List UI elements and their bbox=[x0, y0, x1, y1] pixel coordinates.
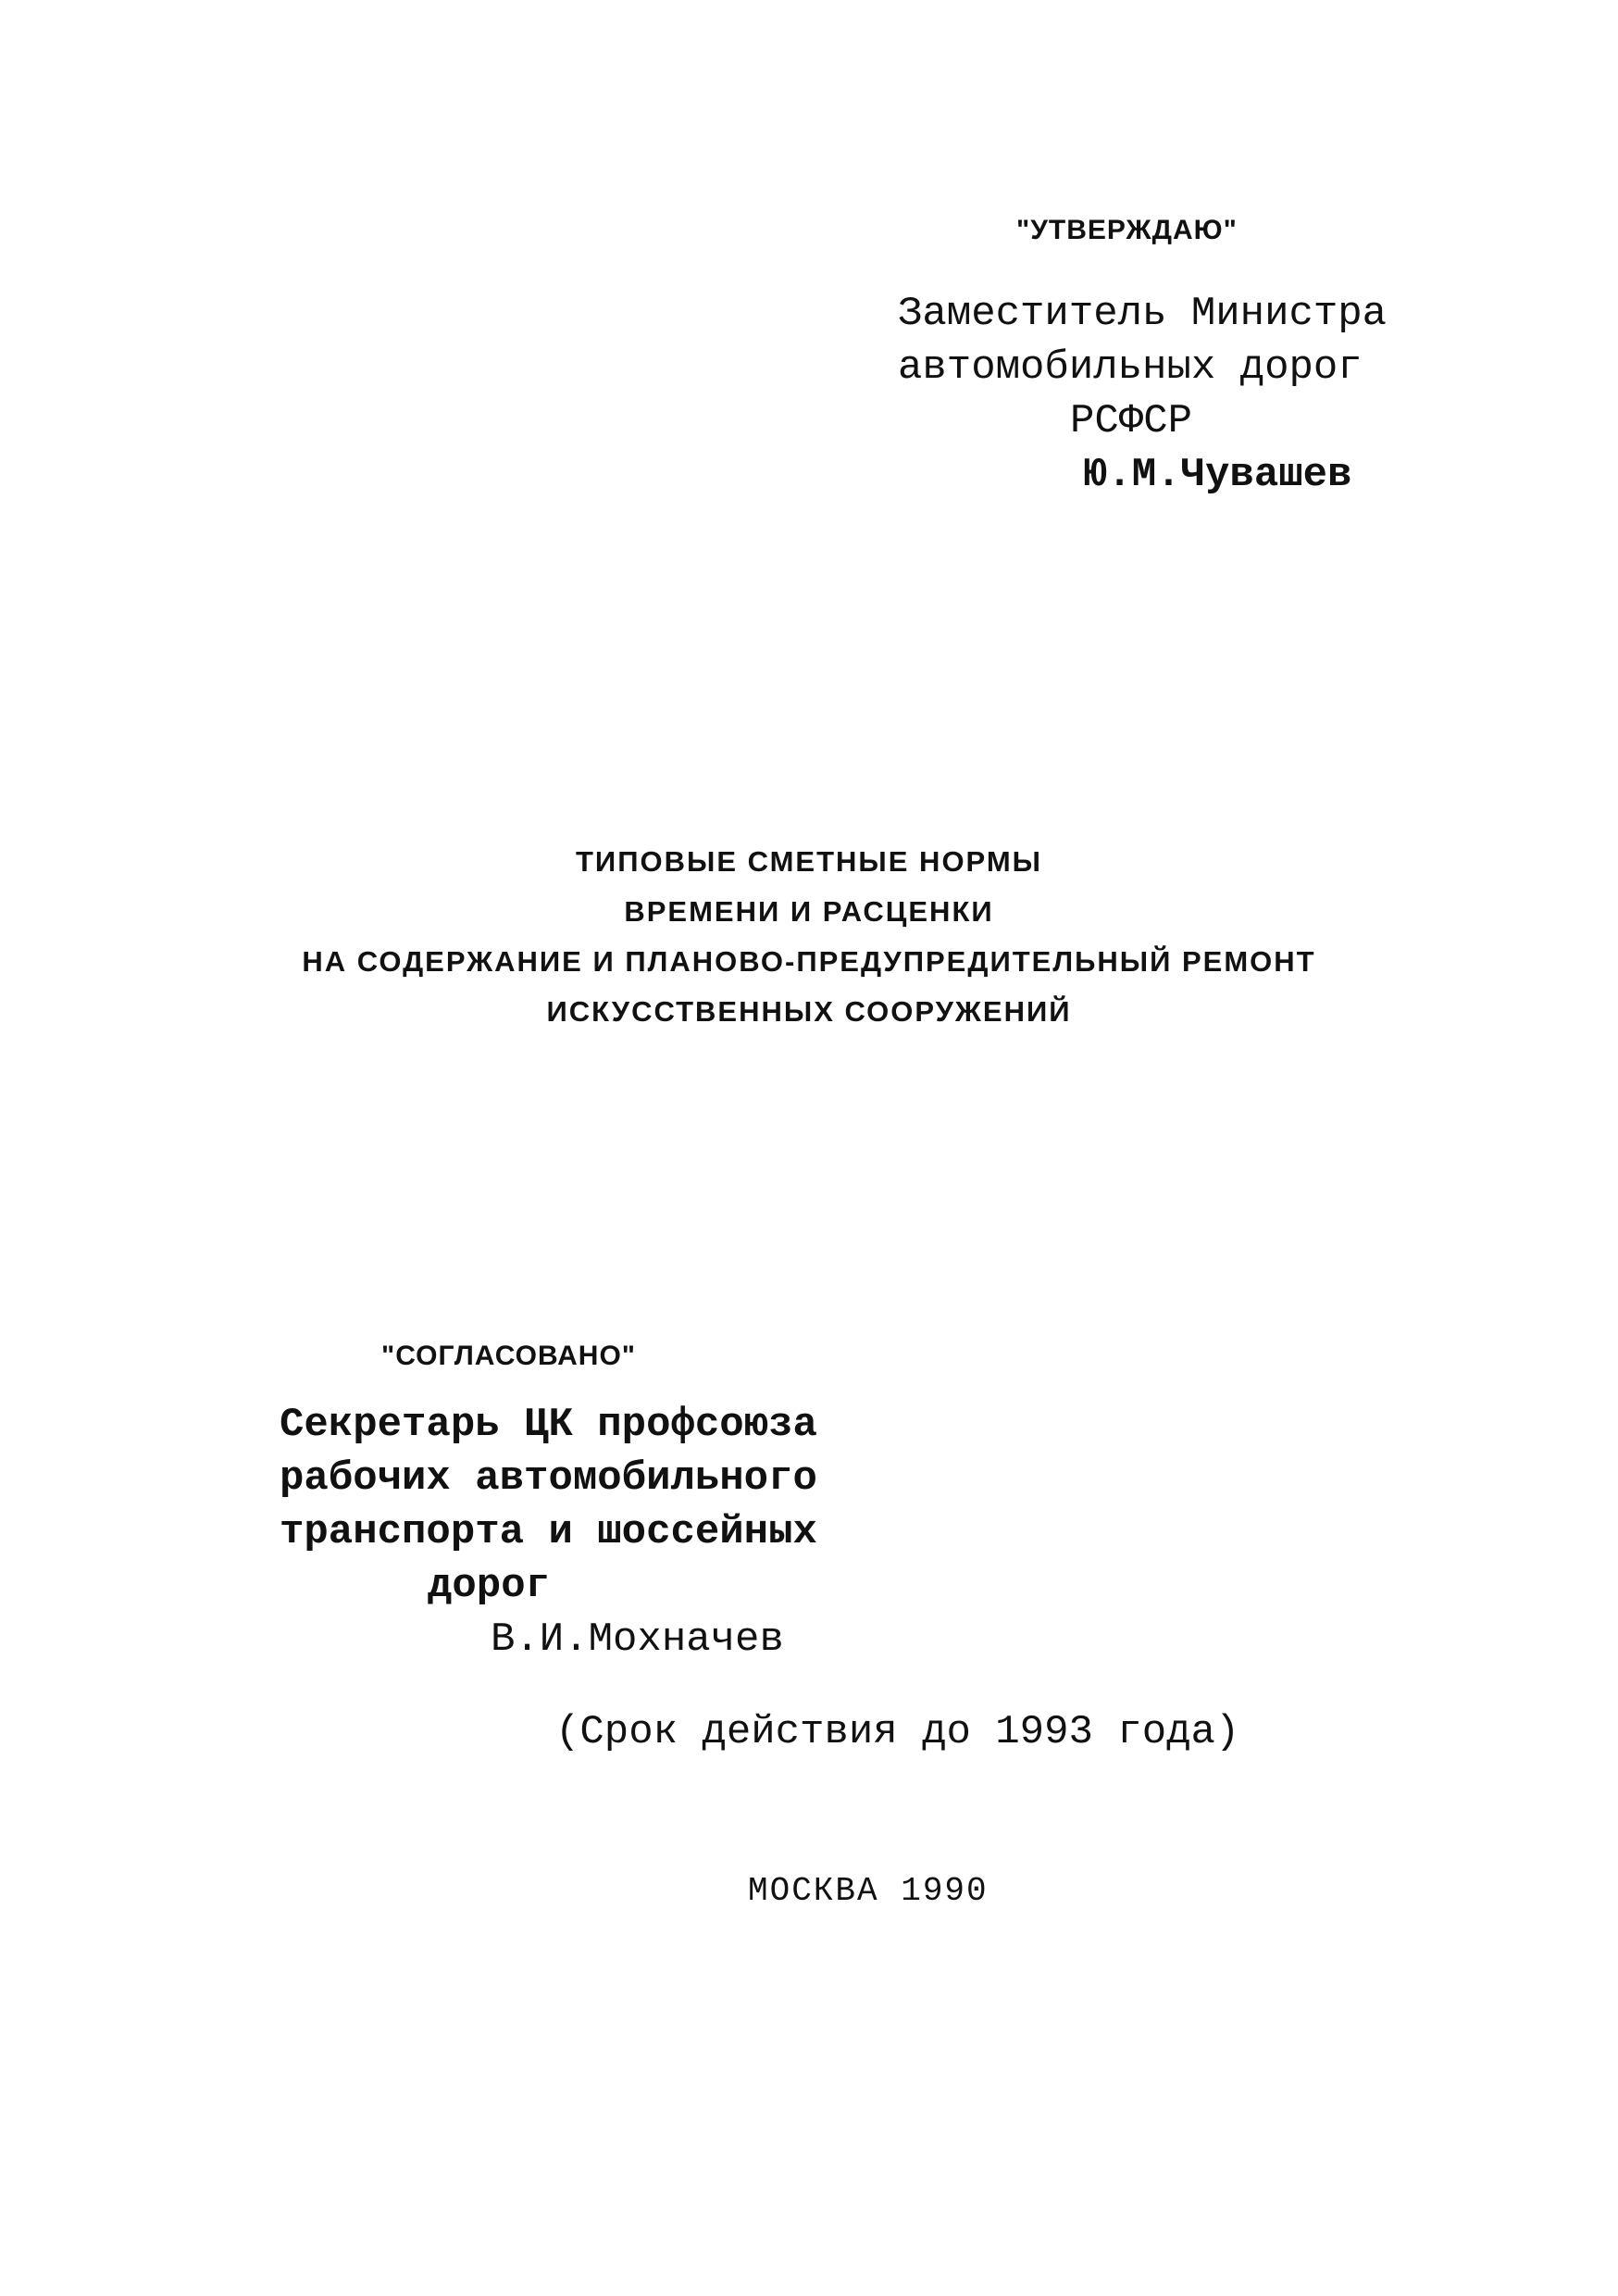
document-title-line-2: ВРЕМЕНИ И РАСЦЕНКИ bbox=[624, 895, 994, 928]
agreement-line-union: рабочих автомобильного bbox=[280, 1455, 817, 1502]
approval-signatory: Ю.М.Чувашев bbox=[1083, 452, 1352, 498]
approval-line-position: Заместитель Министра bbox=[898, 291, 1388, 337]
agreement-signatory: В.И.Мохначев bbox=[491, 1616, 784, 1663]
approval-heading: "УТВЕРЖДАЮ" bbox=[1016, 215, 1238, 245]
document-title-line-3: НА СОДЕРЖАНИЕ И ПЛАНОВО-ПРЕДУПРЕДИТЕЛЬНЫЙ РЕМОНТ bbox=[302, 945, 1316, 978]
document-title-line-4: ИСКУССТВЕННЫХ СООРУЖЕНИЙ bbox=[546, 995, 1072, 1028]
agreement-block bbox=[280, 1398, 817, 1666]
imprint: МОСКВА 1990 bbox=[748, 1872, 989, 1910]
approval-block bbox=[898, 287, 1388, 502]
validity-note: (Срок действия до 1993 года) bbox=[555, 1709, 1240, 1755]
agreement-line-roads: дорог bbox=[428, 1563, 551, 1609]
document-title-line-1: ТИПОВЫЕ СМЕТНЫЕ НОРМЫ bbox=[575, 845, 1043, 878]
approval-line-republic: РСФСР bbox=[1070, 398, 1193, 444]
agreement-line-position: Секретарь ЦК профсоюза bbox=[280, 1402, 817, 1448]
agreement-heading: "СОГЛАСОВАНО" bbox=[381, 1341, 637, 1371]
agreement-line-transport: транспорта и шоссейных bbox=[280, 1509, 817, 1555]
approval-line-ministry: автомобильных дорог bbox=[898, 344, 1363, 391]
